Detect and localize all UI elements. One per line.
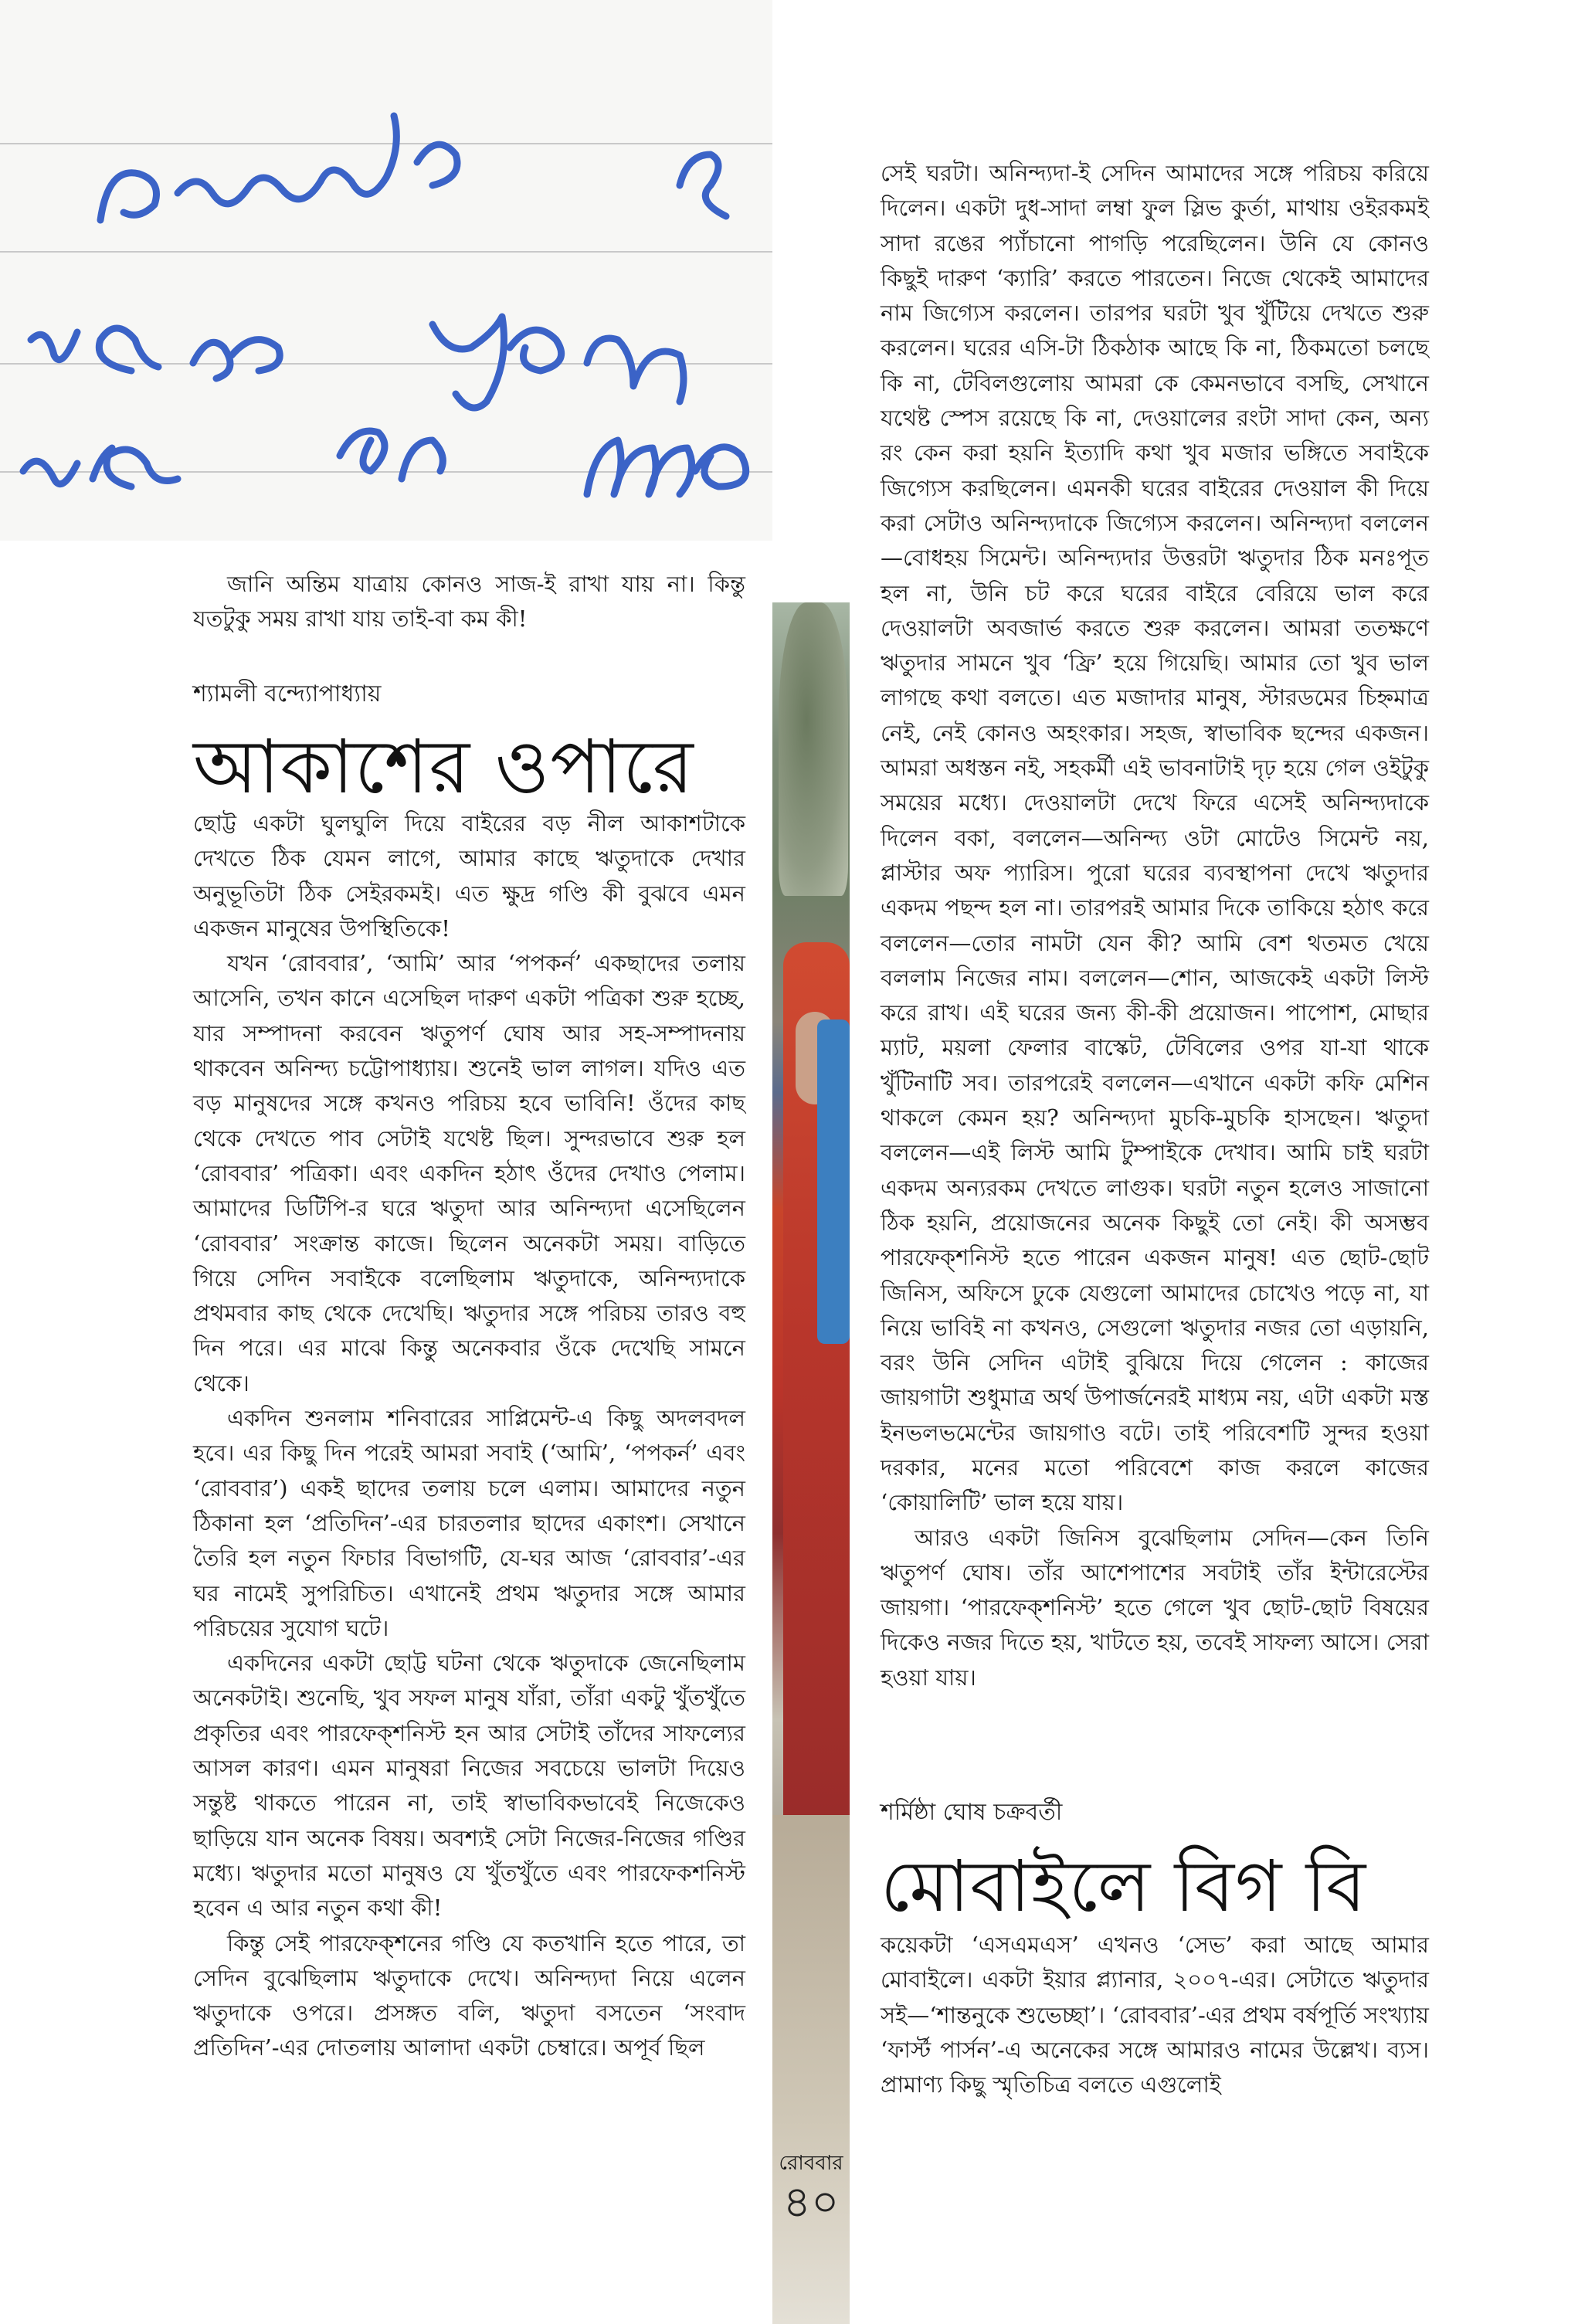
body-paragraph: কয়েকটা ‘এসএমএস’ এখনও ‘সেভ’ করা আছে আমার মোবাইলে। একটা ইয়ার প্ল্যানার, ২০০৭-এর। সেটাতে ঋতুদার সই—‘শান্তনুকে শুভেচ্ছা’। ‘রোববার’-এর প্রথম বর্ষপূর্তি সংখ্যায় ‘ফার্স্ট পার্সন’-এ অনেকের সঙ্গে আমারও নামের উল্লেখ। ব্যস। প্রামাণ্য কিছু স্মৃতিচিত্র বলতে এগুলোই (881, 1932, 1429, 2098)
article-body-right-2 (881, 1928, 1429, 2102)
article-title: আকাশের ওপারে (193, 724, 694, 810)
body-paragraph: আরও একটা জিনিস বুঝেছিলাম সেদিন—কেন তিনি ঋতুপর্ণ ঘোষ। তাঁর আশেপাশের সবটাই তাঁর ইন্টারেস্টের জায়গা। ‘পারফেক্শনিস্ট’ হতে গেলে খুব ছোট-ছোট বিষয়ের দিকেও নজর দিতে হয়, খাটতে হয়, তবেই সাফল্য আসে। সেরা হওয়া যায়। (881, 1524, 1429, 1691)
photo-sky (772, 0, 850, 602)
intro-paragraph: জানি অন্তিম যাত্রায় কোনও সাজ-ই রাখা যায় না। কিন্তু যতটুকু সময় রাখা যায় তাই-বা কম কী! (193, 571, 745, 633)
article-title: মোবাইলে বিগ বি (881, 1845, 1367, 1928)
page-number: ৪০ (782, 2177, 840, 2227)
intro-text (193, 567, 745, 637)
photo-person-blue-shirt (817, 1020, 850, 1344)
page-footer (772, 2147, 850, 2227)
body-paragraph: একদিনের একটা ছোট্ট ঘটনা থেকে ঋতুদাকে জেনেছিলাম অনেকটাই। শুনেছি, খুব সফল মানুষ যাঁরা, তাঁরা একটু খুঁতখুঁতে প্রকৃতির এবং পারফেক্শনিস্ট হন আর সেটাই তাঁদের সাফল্যের আসল কারণ। এমন মানুষরা নিজের সবচেয়ে ভালটা দিয়েও সন্তুষ্ট থাকতে পারেন না, তাই স্বাভাবিকভাবেই নিজেকেও ছাড়িয়ে যান অনেক বিষয়। অবশ্যই সেটা নিজের-নিজের গণ্ডির মধ্যে। ঋতুদার মতো মানুষও যে খুঁতখুঁতে এবং পারফেকশনিস্ট হবেন এ আর নতুন কথা কী! (193, 1650, 745, 1922)
body-paragraph: একদিন শুনলাম শনিবারের সাপ্লিমেন্ট-এ কিছু অদলবদল হবে। এর কিছু দিন পরেই আমরা সবাই (‘আমি’, ‘পপকর্ন’ এবং ‘রোববার’) একই ছাদের তলায় চলে এলাম। আমাদের নতুন ঠিকানা হল ‘প্রতিদিন’-এর চারতলার ছাদের একাংশ। সেখানে তৈরি হল নতুন ফিচার বিভাগটি, যে-ঘর আজ ‘রোববার’-এর ঘর নামেই সুপরিচিত। এখানেই প্রথম ঋতুদার সঙ্গে আমার পরিচয়ের সুযোগ ঘটে। (193, 1405, 745, 1641)
handwriting-scribble (0, 0, 780, 541)
body-paragraph: যখন ‘রোববার’, ‘আমি’ আর ‘পপকর্ন’ একছাদের তলায় আসেনি, তখন কানে এসেছিল দারুণ একটা পত্রিকা শুরু হচ্ছে, যার সম্পাদনা করবেন ঋতুপর্ণ ঘোষ আর সহ-সম্পাদনায় থাকবেন অনিন্দ্য চট্টোপাধ্যায়। শুনেই ভাল লাগল। যদিও এত বড় মানুষদের সঙ্গে কখনও পরিচয় হবে ভাবিনি! ওঁদের কাছ থেকে দেখতে পাব সেটাই যথেষ্ট ছিল। সুন্দরভাবে শুরু হল ‘রোববার’ পত্রিকা। এবং একদিন হঠাৎ ওঁদের দেখাও পেলাম। আমাদের ডিটিপি-র ঘরে ঋতুদা আর অনিন্দ্যদা এসেছিলেন ‘রোববার’ সংক্রান্ত কাজে। ছিলেন অনেকটা সময়। বাড়িতে গিয়ে সেদিন সবাইকে বলেছিলাম ঋতুদাকে, অনিন্দ্যদাকে প্রথমবার কাছ থেকে দেখেছি। ঋতুদার সঙ্গে পরিচয় তারও বহু দিন পরে। এর মাঝে কিন্তু অনেকবার ওঁকে দেখেছি সামনে থেকে। (193, 950, 745, 1396)
author-byline: শর্মিষ্ঠা ঘোষ চক্রবর্তী (881, 1799, 1063, 1826)
photo-tree (779, 602, 848, 896)
body-paragraph: কিন্তু সেই পারফেক্শনের গণ্ডি যে কতখানি হতে পারে, তা সেদিন বুঝেছিলাম ঋতুদাকে দেখে। অনিন্দ্যদা নিয়ে এলেন ঋতুদাকে ওপরে। প্রসঙ্গত বলি, ঋতুদা বসতেন ‘সংবাদ প্রতিদিন’-এর দোতলায় আলাদা একটা চেম্বারে। অপূর্ব ছিল (193, 1929, 745, 2061)
article-body-right (881, 156, 1429, 1695)
body-paragraph: ছোট্ট একটা ঘুলঘুলি দিয়ে বাইরের বড় নীল আকাশটাকে দেখতে ঠিক যেমন লাগে, আমার কাছে ঋতুদাকে দেখার অনুভূতিটা ঠিক সেইরকমই। এত ক্ষুদ্র গণ্ডি কী বুঝবে এমন একজন মানুষের উপস্থিতিকে! (193, 810, 745, 941)
author-byline: শ্যামলী বন্দ্যোপাধ্যায় (193, 680, 382, 707)
magazine-name: রোববার (779, 2152, 843, 2175)
handwritten-note-image (0, 0, 780, 541)
photo-strip-image (772, 0, 850, 2324)
article-body-left (193, 806, 745, 2066)
body-paragraph: সেই ঘরটা। অনিন্দ্যদা-ই সেদিন আমাদের সঙ্গে পরিচয় করিয়ে দিলেন। একটা দুধ-সাদা লম্বা ফুল স্লিভ কুর্তা, মাথায় ওইরকমই সাদা রঙের প্যাঁচানো পাগড়ি পরেছিলেন। উনি যে কোনও কিছুই দারুণ ‘ক্যারি’ করতে পারতেন। নিজে থেকেই আমাদের নাম জিগ্যেস করলেন। তারপর ঘরটা খুব খুঁটিয়ে দেখতে শুরু করলেন। ঘরের এসি-টা ঠিকঠাক আছে কি না, ঠিকমতো চলছে কি না, টেবিলগুলোয় আমরা কে কেমনভাবে বসছি, সেখানে যথেষ্ট স্পেস রয়েছে কি না, দেওয়ালের রংটা সাদা কেন, অন্য রং কেন করা হয়নি ইত্যাদি কথা খুব মজার ভঙ্গিতে সবাইকে জিগ্যেস করছিলেন। এমনকী ঘরের বাইরের দেওয়াল কী দিয়ে করা সেটাও অনিন্দ্যদাকে জিগ্যেস করলেন। অনিন্দ্যদা বললেন—বোধহয় সিমেন্ট। অনিন্দ্যদার উত্তরটা ঋতুদার ঠিক মনঃপূত হল না, উনি চট করে ঘরের বাইরে বেরিয়ে ভাল করে দেওয়ালটা অবজার্ভ করতে শুরু করলেন। আমরা ততক্ষণে ঋতুদার সামনে খুব ‘ফ্রি’ হয়ে গিয়েছি। আমার তো খুব ভাল লাগছে কথা বলতে। এত মজাদার মানুষ, স্টারডমের চিহ্নমাত্র নেই, নেই কোনও অহংকার। সহজ, স্বাভাবিক ছন্দের একজন। আমরা অধস্তন নই, সহকর্মী এই ভাবনাটাই দৃঢ় হয়ে গেল ওইটুকু সময়ের মধ্যে। দেওয়ালটা দেখে ফিরে এসেই অনিন্দ্যদাকে দিলেন বকা, বললেন—অনিন্দ্য ওটা মোটেও সিমেন্ট নয়, প্লাস্টার অফ প্যারিস। পুরো ঘরের ব্যবস্থাপনা দেখে ঋতুদার একদম পছন্দ হল না। তারপরই আমার দিকে তাকিয়ে হঠাৎ করে বললেন—তোর নামটা যেন কী? আমি বেশ থতমত খেয়ে বললাম নিজের নাম। বললেন—শোন, আজকেই একটা লিস্ট করে রাখ। এই ঘরের জন্য কী-কী প্রয়োজন। পাপোশ, মোছার ম্যাট, ময়লা ফেলার বাস্কেট, টেবিলের ওপর যা-যা থাকে খুঁটিনাটি সব। তারপরেই বললেন—এখানে একটা কফি মেশিন থাকলে কেমন হয়? অনিন্দ্যদা মুচকি-মুচকি হাসছেন। ঋতুদা বললেন—এই লিস্ট আমি টুম্পাইকে দেখাব। আমি চাই ঘরটা একদম অন্যরকম দেখতে লাগুক। ঘরটা নতুন হলেও সাজানো ঠিক হয়নি, প্রয়োজনের অনেক কিছুই তো নেই। কী অসম্ভব পারফেক্শনিস্ট হতে পারেন একজন মানুষ! এত ছোট-ছোট জিনিস, অফিসে ঢুকে যেগুলো আমাদের চোখেও পড়ে না, যা নিয়ে ভাবিই না কখনও, সেগুলো ঋতুদার নজর তো এড়ায়নি, বরং উনি সেদিন এটাই বুঝিয়ে দিয়ে গেলেন : কাজের জায়গাটা শুধুমাত্র অর্থ উপার্জনেরই মাধ্যম নয়, এটা একটা মস্ত ইনভলভমেন্টের জায়গাও বটে। তাই পরিবেশটি সুন্দর হওয়া দরকার, মনের মতো পরিবেশে কাজ করলে কাজের ‘কোয়ালিটি’ ভাল হয়ে যায়। (881, 160, 1430, 1516)
photo-ground (772, 1815, 850, 2324)
